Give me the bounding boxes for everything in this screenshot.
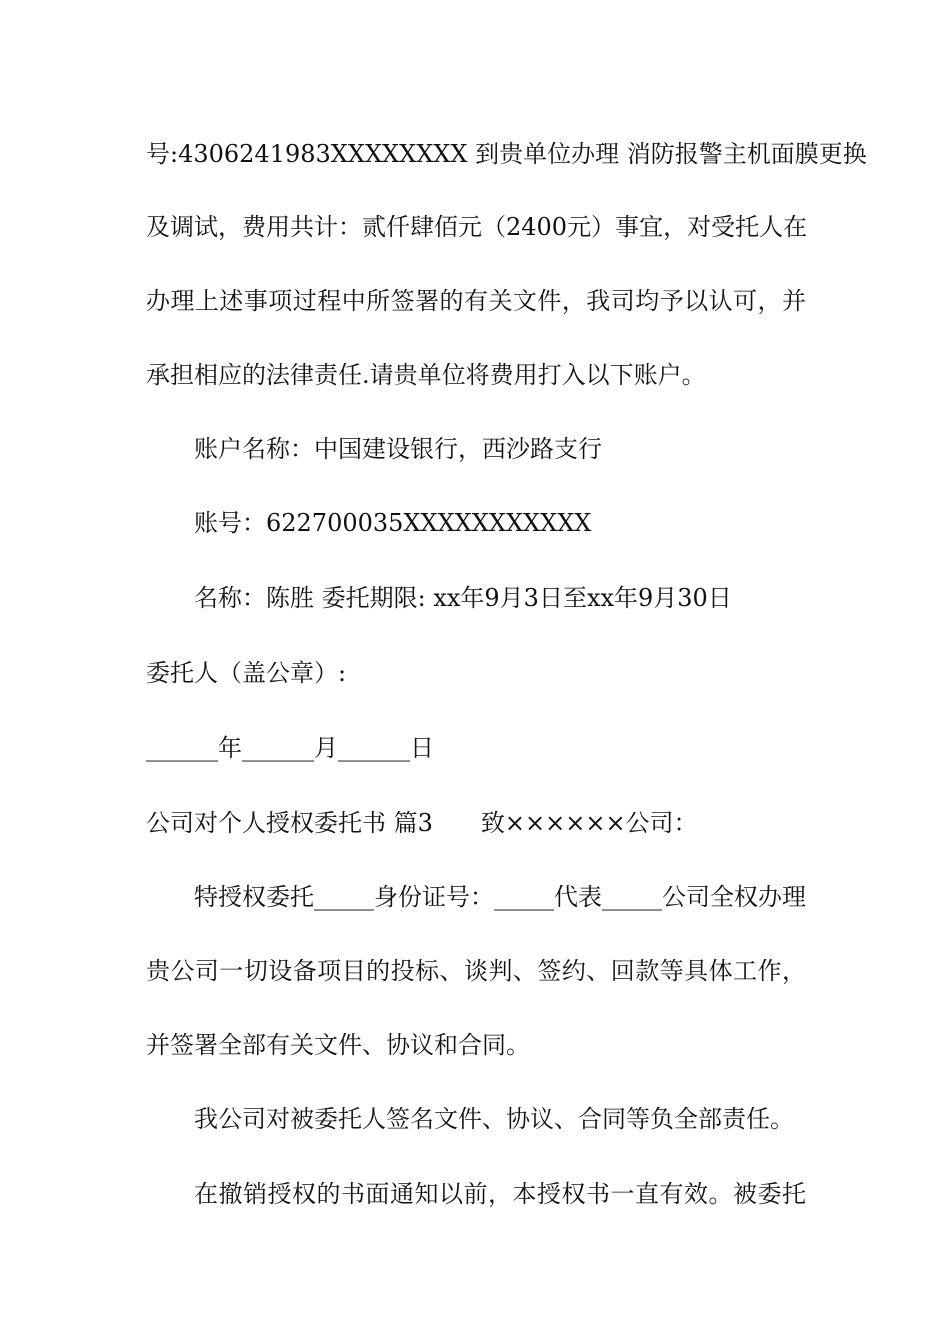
paragraph-line: 特授权委托_____身份证号：_____代表_____公司全权办理 (194, 883, 806, 911)
paragraph-line: 承担相应的法律责任.请贵单位将费用打入以下账户。 (146, 361, 706, 389)
section-heading: 公司对个人授权委托书 篇3 致××××××公司： (146, 809, 698, 837)
paragraph-line: 我公司对被委托人签名文件、协议、合同等负全部责任。 (194, 1105, 794, 1133)
paragraph-line: 号:4306241983XXXXXXXX 到贵单位办理 消防报警主机面膜更换 (146, 140, 867, 168)
name-period-line: 名称：陈胜 委托期限: xx年9月3日至xx年9月30日 (194, 584, 732, 612)
paragraph-line: 贵公司一切设备项目的投标、谈判、签约、回款等具体工作， (146, 957, 806, 985)
paragraph-line: 并签署全部有关文件、协议和合同。 (146, 1031, 530, 1059)
account-number-line: 账号：622700035XXXXXXXXXXX (194, 509, 592, 537)
date-line: ______年______月______日 (146, 734, 434, 762)
paragraph-line: 办理上述事项过程中所签署的有关文件，我司均予以认可，并 (146, 287, 806, 315)
principal-seal-line: 委托人（盖公章）: (146, 659, 347, 687)
paragraph-line: 在撤销授权的书面通知以前，本授权书一直有效。被委托 (194, 1180, 806, 1208)
account-name-line: 账户名称：中国建设银行，西沙路支行 (194, 435, 602, 463)
paragraph-line: 及调试，费用共计：贰仟肆佰元（2400元）事宜，对受托人在 (146, 213, 808, 241)
